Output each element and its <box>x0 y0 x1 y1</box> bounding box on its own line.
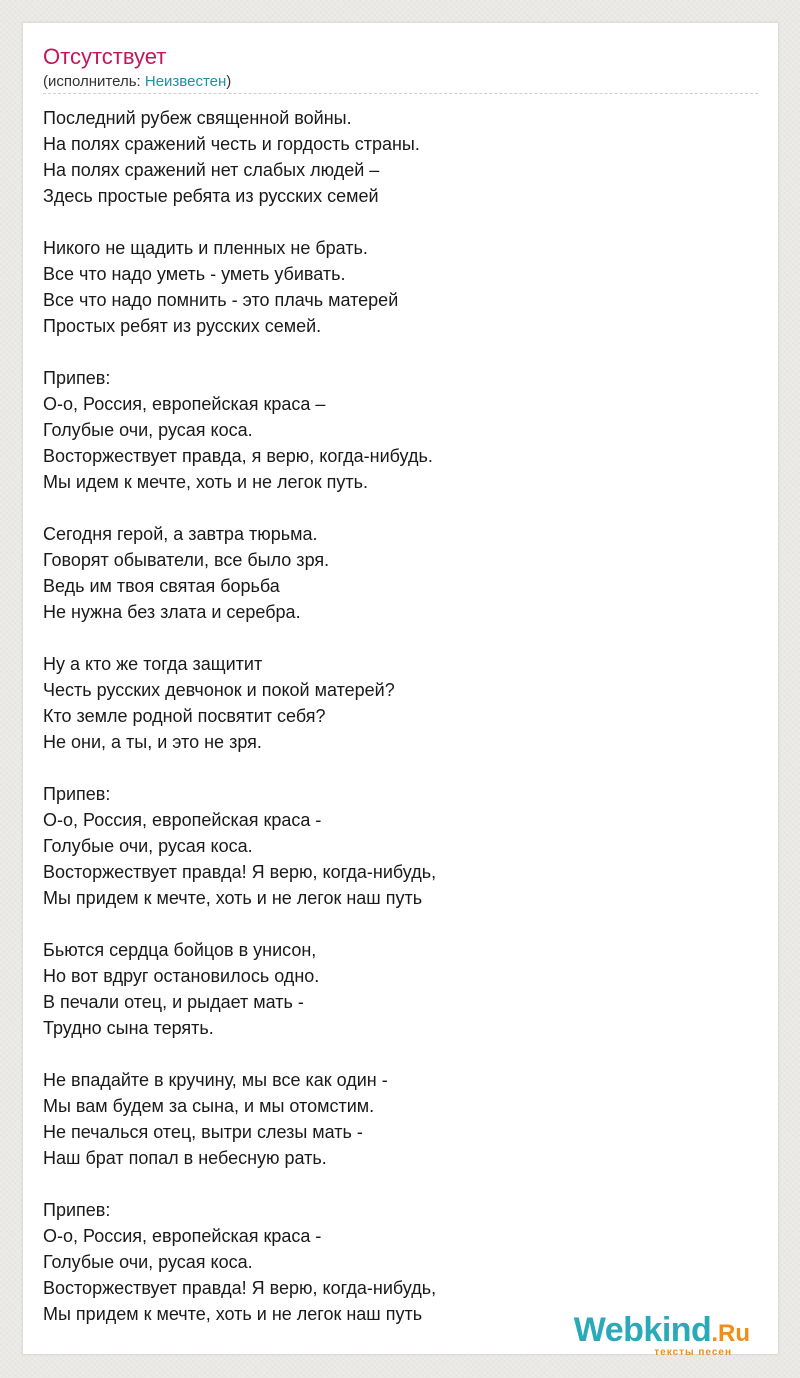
lyric-line: Не впадайте в кручину, мы все как один - <box>43 1070 388 1090</box>
lyric-line: Мы идем к мечте, хоть и не легок путь. <box>43 472 368 492</box>
artist-link[interactable]: Неизвестен <box>144 73 227 90</box>
lyric-line: Здесь простые ребята из русских семей <box>43 186 379 206</box>
stanza-gap <box>43 339 743 365</box>
lyric-line: Простых ребят из русских семей. <box>43 316 322 336</box>
lyric-line: Ну а кто же тогда защитит <box>43 654 263 674</box>
lyric-line: Голубые очи, русая коса. <box>43 1252 253 1272</box>
stanza-gap <box>43 911 743 937</box>
lyric-line: Мы вам будем за сына, и мы отомстим. <box>43 1096 375 1116</box>
stanza-gap <box>43 1041 743 1067</box>
logo-word: Webkind <box>573 1311 712 1349</box>
lyric-line: Наш брат попал в небесную рать. <box>43 1148 327 1168</box>
lyric-line: Припев: <box>43 784 111 804</box>
stanza-gap <box>43 495 743 521</box>
lyric-line: Не нужна без злата и серебра. <box>43 602 301 622</box>
lyric-line: Бьются сердца бойцов в унисон, <box>43 940 317 960</box>
lyric-line: Голубые очи, русая коса. <box>43 836 253 856</box>
lyric-line: Припев: <box>43 368 111 388</box>
lyrics-text <box>43 105 743 1327</box>
lyric-line: Ведь им твоя святая борьба <box>43 576 280 596</box>
stanza-gap <box>43 755 743 781</box>
site-logo[interactable] <box>574 1313 750 1358</box>
artist-line <box>43 73 231 91</box>
logo-tagline: тексты песен <box>654 1347 732 1358</box>
lyric-line: Честь русских девчонок и покой матерей? <box>43 680 395 700</box>
lyric-line: Сегодня герой, а завтра тюрьма. <box>43 524 318 544</box>
lyric-line: Не они, а ты, и это не зря. <box>43 732 262 752</box>
header-divider <box>43 93 758 94</box>
lyric-line: Все что надо уметь - уметь убивать. <box>43 264 346 284</box>
lyric-line: Не печалься отец, вытри слезы мать - <box>43 1122 363 1142</box>
lyric-line: Последний рубеж священной войны. <box>43 108 352 128</box>
lyric-line: Мы придем к мечте, хоть и не легок наш путь <box>43 888 423 908</box>
artist-prefix: (исполнитель: <box>43 73 145 90</box>
lyric-line: Кто земле родной посвятит себя? <box>43 706 326 726</box>
stanza-gap <box>43 1171 743 1197</box>
stanza-gap <box>43 209 743 235</box>
lyric-line: Восторжествует правда! Я верю, когда-нибудь, <box>43 862 437 882</box>
lyric-line: Никого не щадить и пленных не брать. <box>43 238 368 258</box>
stanza-gap <box>43 625 743 651</box>
lyric-line: Восторжествует правда, я верю, когда-нибудь. <box>43 446 433 466</box>
lyric-line: Голубые очи, русая коса. <box>43 420 253 440</box>
lyric-line: О-о, Россия, европейская краса – <box>43 394 326 414</box>
lyric-line: Но вот вдруг остановилось одно. <box>43 966 320 986</box>
logo-tld: .Ru <box>711 1320 750 1347</box>
lyric-line: Говорят обыватели, все было зря. <box>43 550 330 570</box>
artist-suffix: ) <box>226 73 232 90</box>
lyric-line: Трудно сына терять. <box>43 1018 214 1038</box>
lyric-line: О-о, Россия, европейская краса - <box>43 810 322 830</box>
lyric-line: Восторжествует правда! Я верю, когда-нибудь, <box>43 1278 437 1298</box>
song-title: Отсутствует <box>43 44 167 69</box>
lyric-line: Припев: <box>43 1200 111 1220</box>
lyric-line: На полях сражений честь и гордость страны. <box>43 134 420 154</box>
lyric-line: В печали отец, и рыдает мать - <box>43 992 304 1012</box>
lyric-line: Мы придем к мечте, хоть и не легок наш путь <box>43 1304 423 1324</box>
lyric-line: На полях сражений нет слабых людей – <box>43 160 380 180</box>
lyrics-card <box>22 22 779 1358</box>
lyric-line: О-о, Россия, европейская краса - <box>43 1226 322 1246</box>
lyric-line: Все что надо помнить - это плачь матерей <box>43 290 399 310</box>
